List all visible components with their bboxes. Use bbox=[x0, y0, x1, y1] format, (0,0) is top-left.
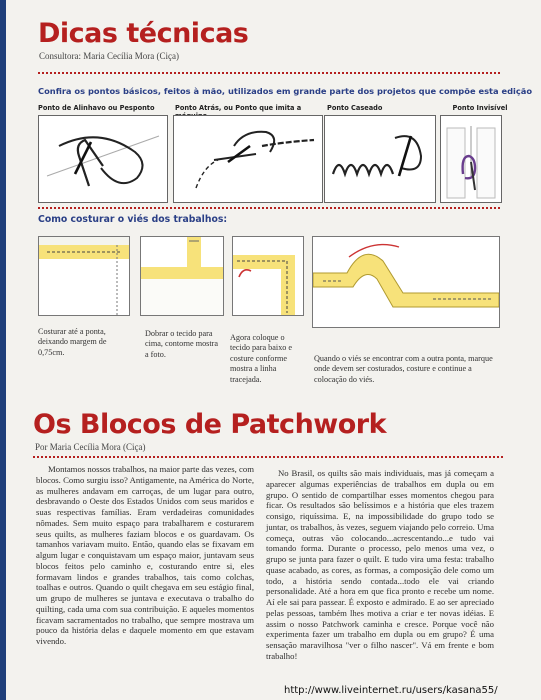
consultant-credit: Consultora: Maria Cecília Mora (Ciça) bbox=[39, 51, 179, 61]
stitch-label-running: Ponto de Alinhavo ou Pesponto bbox=[38, 104, 155, 112]
backstitch-figure bbox=[173, 115, 323, 203]
stitches-intro: Confira os pontos básicos, feitos à mão, utilizados em grande parte dos projetos que compõe esta edição bbox=[38, 86, 533, 96]
bias-step-2-text: Dobrar o tecido para cima, contorne mostra a foto. bbox=[145, 329, 218, 359]
dotted-divider bbox=[38, 72, 500, 74]
dotted-divider-3 bbox=[33, 456, 503, 458]
page-title: Dicas técnicas bbox=[38, 18, 249, 49]
bias-step-1-figure bbox=[38, 236, 130, 316]
bias-step-4-figure bbox=[312, 236, 500, 328]
bias-step-2-figure bbox=[140, 236, 224, 316]
article-byline: Por Maria Cecília Mora (Ciça) bbox=[35, 442, 146, 452]
bias-step-4-text: Quando o viés se encontrar com a outra ponta, marque onde devem ser costurados, costure e continue a colocação do viés. bbox=[314, 354, 493, 384]
bias-heading: Como costurar o viés dos trabalhos: bbox=[38, 214, 228, 225]
stitch-label-backstitch: Ponto Atrás, ou Ponto que imita a máquina bbox=[175, 104, 302, 120]
bias-step-3-text: Agora coloque o tecido para baixo e costure conforme mostra a linha tracejada. bbox=[230, 333, 293, 384]
buttonhole-stitch-figure bbox=[324, 115, 436, 203]
article-column-2: No Brasil, os quilts são mais individuais, mas já começam a aparecer algumas experiências de trabalhos em dupla ou em grupo. O sentido de compartilhar esses momentos chegou para ficar. Os resultados são belíssimos e a história que eles trazem consigo, riquíssima. E, na impossibilidade do grupo todo se juntar, os trabalhos, às vezes, seguem viajando pelo correio. Uma começa, outras vão colocando...acrescentando...e tudo vai tomando forma. Durante o processo, pelo menos uma vez, o grupo se junta para fazer o quilt. E tudo vira uma festa: trabalho quase acabado, as cores, as formas, a composição dele como um todo, a história sendo contada...todo ele vai criando personalidade. Até a hora em que fica pronto e recebe um nome. Aí ele sai para passear. É exposto e admirado. E ao ser apreciado pelas pessoas, também lhes motiva a criar e ter novas idéias. E assim o nosso Patchwork caminha e cresce. Porque você não experimenta fazer um trabalho em dupla ou em grupo? É uma sensação maravilhosa "ver o filho nascer". Vá em frente e bom trabalho! bbox=[266, 468, 494, 661]
source-url[interactable]: http://www.liveinternet.ru/users/kasana55/ bbox=[284, 685, 498, 696]
invisible-stitch-figure bbox=[440, 115, 502, 203]
running-stitch-figure bbox=[38, 115, 168, 203]
dotted-divider-2 bbox=[38, 207, 500, 209]
page-edge-bar bbox=[0, 0, 6, 700]
article-title: Os Blocos de Patchwork bbox=[33, 409, 387, 440]
bias-step-3-figure bbox=[232, 236, 304, 316]
stitch-label-invisible: Ponto Invisível bbox=[452, 104, 508, 112]
article-column-1: Montamos nossos trabalhos, na maior parte das vezes, com blocos. Como surgiu isso? Antigamente, na América do Norte, as mulheres andavam em carroças, de um lugar para outro, desbravando o Oeste dos Estados Unidos com seus maridos e suas respectivas famílias. Eram verdadeiras comunidades nômades. Sem muito espaço para trabalharem e costurarem seus quilts, as mulheres faziam blocos e os guardavam. Os tamanhos variavam muito. Então, quando elas se fixavam em algum lugar e conquistavam um espaço maior, juntavam seus blocos feitos pelo caminho e, costurando entre si, eles formavam lindos e grandes trabalhos, tais como colchas, toalhas e outros. Quando o quilt chegava em seu estágio final, um grupo de mulheres se juntava e executava o trabalho do quilting, cada uma com sua contribuição. E aqueles momentos ficavam sacramentados no trabalho, que sempre mostrava um pouco da história delas e daquele momento em que estavam vivendo. bbox=[36, 464, 254, 646]
stitch-label-buttonhole: Ponto Caseado bbox=[327, 104, 383, 112]
bias-step-1-text: Costurar até a ponta, deixando margem de 0,75cm. bbox=[38, 327, 107, 357]
